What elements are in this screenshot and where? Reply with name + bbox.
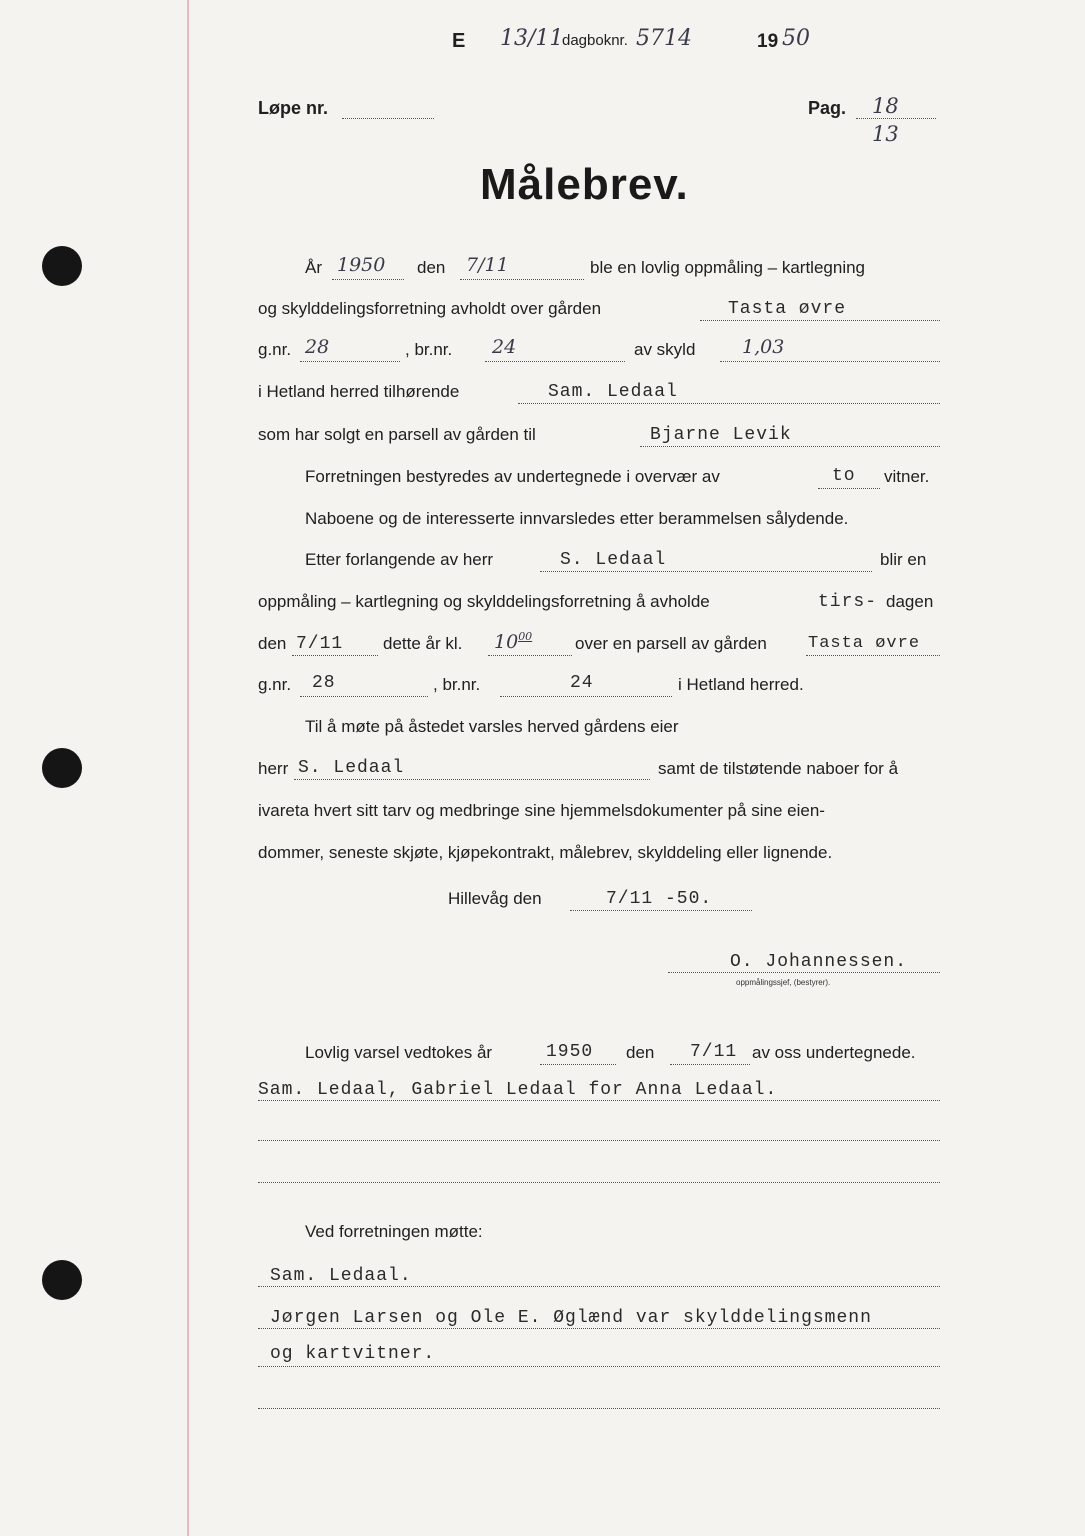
pag-value-2: 13 — [872, 122, 899, 146]
l3-gnr: 28 — [305, 336, 330, 358]
l3-text-c: av skyld — [634, 340, 696, 359]
motte-line-2: Jørgen Larsen og Ole E. Øglænd var skylddelingsmenn — [270, 1308, 872, 1328]
l10-time — [494, 630, 532, 653]
l11-text-b: , br.nr. — [433, 675, 481, 694]
l13-text-a: herr — [258, 759, 289, 778]
dotline — [540, 571, 872, 572]
l8-name: S. Ledaal — [560, 550, 667, 570]
l1-text-c: ble en lovlig oppmåling – kartlegning — [590, 258, 866, 277]
l8-text-a: Etter forlangende av herr — [305, 550, 494, 569]
dotline — [640, 446, 940, 447]
dotline — [670, 1064, 750, 1065]
dotline — [332, 279, 404, 280]
l6-text-b: vitner. — [884, 467, 930, 486]
l1-text-b: den — [417, 258, 446, 277]
l1-date: 7/11 — [466, 254, 509, 276]
l2-farm: Tasta øvre — [728, 299, 847, 319]
punch-hole — [42, 246, 82, 286]
motte-label: Ved forretningen møtte: — [305, 1222, 483, 1241]
dotline — [258, 1182, 940, 1183]
l6-text-a: Forretningen bestyredes av undertegnede i overvær av — [305, 467, 720, 486]
varsel-date: 7/11 — [690, 1042, 738, 1062]
dotline — [518, 403, 940, 404]
dotline — [485, 361, 625, 362]
motte-line-1: Sam. Ledaal. — [270, 1266, 412, 1286]
year-hand: 50 — [782, 26, 810, 51]
dotline — [258, 1140, 940, 1141]
l5-buyer: Bjarne Levik — [650, 425, 792, 445]
dotline — [806, 655, 940, 656]
dagbok-number: 5714 — [636, 26, 692, 51]
l10-text-b: dette år kl. — [383, 634, 463, 653]
pag-label: Pag. — [808, 98, 847, 118]
varsel-text-c: av oss undertegnede. — [752, 1043, 916, 1062]
l13-text-b: samt de tilstøtende naboer for å — [658, 759, 899, 778]
l9-text-a: oppmåling – kartlegning og skylddelingsforretning å avholde — [258, 592, 710, 611]
dotline — [720, 361, 940, 362]
l10-date: 7/11 — [296, 634, 344, 654]
l10-text-c: over en parsell av gården — [575, 634, 767, 653]
dotline — [258, 1328, 940, 1329]
dotline — [818, 488, 880, 489]
l3-text-b: , br.nr. — [405, 340, 453, 359]
year-printed: 19 — [757, 31, 779, 52]
l13-name: S. Ledaal — [298, 758, 405, 778]
l11-gnr: 28 — [312, 673, 336, 693]
l10-text-a: den — [258, 634, 287, 653]
dotline — [668, 972, 940, 973]
dotline — [292, 655, 378, 656]
l11-brnr: 24 — [570, 673, 594, 693]
l1-year: 1950 — [337, 254, 386, 276]
l15-text: dommer, seneste skjøte, kjøpekontrakt, målebrev, skylddeling eller lignende. — [258, 843, 833, 862]
pag-value-1: 18 — [872, 94, 899, 118]
dotline — [300, 361, 400, 362]
place-label: Hillevåg den — [448, 889, 542, 908]
l10-farm: Tasta øvre — [808, 634, 921, 653]
l6-witnesses: to — [832, 466, 856, 486]
varsel-names: Sam. Ledaal, Gabriel Ledaal for Anna Ledaal. — [258, 1080, 778, 1100]
dotline — [570, 910, 752, 911]
l4-owner: Sam. Ledaal — [548, 382, 678, 402]
lope-dotline — [342, 118, 434, 119]
l14-text: ivareta hvert sitt tarv og medbringe sine hjemmelsdokumenter på sine eien- — [258, 801, 825, 820]
l12-text: Til å møte på åstedet varsles herved gårdens eier — [305, 717, 679, 736]
dotline — [258, 1366, 940, 1367]
dotline — [700, 320, 940, 321]
header-date: 13/11 — [500, 26, 564, 51]
punch-hole — [42, 1260, 82, 1300]
dotline — [258, 1408, 940, 1409]
dotline — [488, 655, 572, 656]
dotline — [294, 779, 650, 780]
l8-text-b: blir en — [880, 550, 927, 569]
l4-text: i Hetland herred tilhørende — [258, 382, 460, 401]
l2-text: og skylddelingsforretning avholdt over gården — [258, 299, 602, 318]
dotline — [540, 1064, 616, 1065]
l9-day: tirs- — [818, 592, 878, 612]
signature-caption: oppmålingssjef, (bestyrer). — [736, 978, 831, 987]
l11-text-c: i Hetland herred. — [678, 675, 804, 694]
l11-text-a: g.nr. — [258, 675, 292, 694]
header-prefix: E — [452, 30, 466, 52]
lope-label: Løpe nr. — [258, 98, 329, 118]
dotline — [500, 696, 672, 697]
punch-hole — [42, 748, 82, 788]
dotline — [460, 279, 584, 280]
varsel-text-a: Lovlig varsel vedtokes år — [305, 1043, 493, 1062]
l3-brnr: 24 — [492, 336, 517, 358]
l7-text: Naboene og de interesserte innvarsledes etter berammelsen sålydende. — [305, 509, 849, 528]
l3-text-a: g.nr. — [258, 340, 292, 359]
l3-skyld: 1,03 — [742, 336, 785, 358]
motte-line-3: og kartvitner. — [270, 1344, 436, 1364]
place-date: 7/11 -50. — [606, 889, 713, 909]
l1-text-a: År — [305, 258, 322, 277]
dotline — [258, 1100, 940, 1101]
varsel-year: 1950 — [546, 1042, 594, 1062]
signature-name: O. Johannessen. — [730, 952, 908, 972]
margin-line — [187, 0, 189, 1536]
dotline — [300, 696, 428, 697]
dagbok-label: dagboknr. — [562, 32, 628, 49]
l10-time-hour: 10 — [494, 631, 519, 653]
document-title: Målebrev. — [480, 160, 689, 209]
l5-text: som har solgt en parsell av gården til — [258, 425, 536, 444]
varsel-text-b: den — [626, 1043, 655, 1062]
pag-dotline — [856, 118, 936, 119]
l10-time-minute: 00 — [518, 630, 533, 643]
l9-text-b: dagen — [886, 592, 934, 611]
dotline — [258, 1286, 940, 1287]
